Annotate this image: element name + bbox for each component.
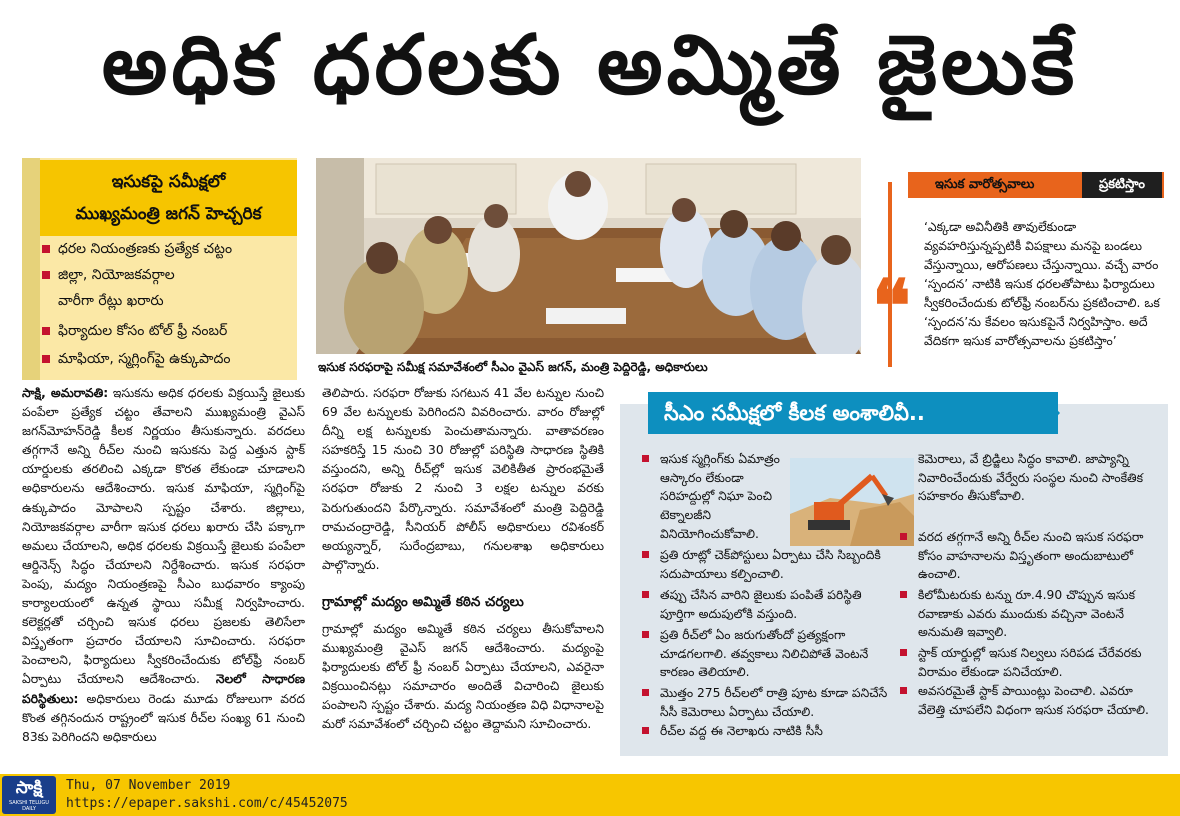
highlight-item: కిలోమీటరుకు టన్ను రూ.4.90 చొప్పున ఇసుక రవాణాకు ఎవరు ముందుకు వచ్చినా వెంటనే అనుమతి ఇవ్వాలి. — [918, 586, 1154, 642]
summary-bullet: మాఫియా, స్మగ్లింగ్‌పై ఉక్కుపాదం — [42, 346, 294, 372]
bullet-square-icon — [642, 631, 649, 638]
headline: అధిక ధరలకు అమ్మితే జైలుకే — [101, 17, 1079, 113]
photo-caption: ఇసుక సరఫరాపై సమీక్ష సమావేశంలో సీఎం వైఎస్ జగన్, మంత్రి పెద్దిరెడ్డి, అధికారులు — [318, 360, 708, 374]
highlight-item: తప్పు చేసిన వారిని జైలుకు పంపితే పరిస్థితి పూర్తిగా అదుపులోకి వస్తుంది. — [660, 586, 896, 623]
quote-mark-icon: ❝ — [872, 263, 911, 348]
article-column-2-continued: గ్రామాల్లో మద్యం అమ్మితే కఠిన చర్యలు తీసుకోవాలని ముఖ్యమంత్రి వైఎస్ జగన్ ఆదేశించారు. మద్యంపై ఫిర్యాదులకు టోల్ ఫ్రీ నంబర్ ఏర్పాటు చేయాలని, ఎవరైనా విక్రయించినట్లు సమాచారం అందితే విచారించి జైలుకు పంపాలని స్పష్టం చేశారు. మద్య నియంత్రణ విధి విధానాలపై మరో సమావేశంలో చర్చించి చట్టం తెద్దామని సూచించారు. — [322, 622, 604, 732]
quote-text: ‘ఎక్కడా అవినీతికి తావులేకుండా వ్యవహరిస్తున్నప్పటికీ విపక్షాలు మనపై బండలు వేస్తున్నాయి, ఆరోపణలు చేస్తున్నాయి. వచ్చే వారం ‘స్పందన’ నాటికి ఇసుక ధరలతోపాటు ఫిర్యాదులు స్వీకరించేందుకు టోల్‌ఫ్రీ నంబర్‌ను ప్రకటించాలి. ఒక ‘స్పందన’ను కేవలం ఇసుకపైనే నిర్వహిస్తాం. అదే వేదికగా ఇసుక వారోత్సవాలను ప్రకటిస్తాం’ — [924, 220, 1160, 348]
summary-bullet: ఫిర్యాదుల కోసం టోల్ ఫ్రీ నంబర్ — [42, 318, 294, 344]
quote-tab-highlight: ప్రకటిస్తాం — [1082, 172, 1162, 198]
subheading: గ్రామాల్లో మద్యం అమ్మితే కఠిన చర్యలు — [322, 594, 524, 610]
logo-subtitle: SAKSHI TELUGU DAILY — [9, 800, 49, 812]
bullet-square-icon — [42, 245, 50, 253]
highlight-item: మొత్తం 275 రీచ్‌లలో రాత్రి పూట కూడా పనిచేసే సీసీ కెమెరాలు ఏర్పాటు చేయాలి. — [660, 684, 896, 721]
bullet-square-icon — [900, 649, 907, 656]
highlight-item: ప్రతి రూట్లో చెక్‌పోస్టులు ఏర్పాటు చేసి సిబ్బందికి సదుపాయాలు కల్పించాలి. — [660, 546, 896, 583]
section-label: నెలలో సాధారణ పరిస్థితులు: — [22, 672, 305, 706]
summary-box-title — [40, 160, 297, 236]
highlight-item: వరద తగ్గగానే అన్ని రీచ్‌ల నుంచి ఇసుక సరఫరా కోసం వాహనాలను విస్తృతంగా అందుబాటులో ఉంచాలి. — [918, 528, 1154, 584]
summary-bullet: జిల్లా, నియోజకవర్గాల — [42, 262, 294, 288]
bullet-square-icon — [42, 271, 50, 279]
article-text: అధికారులు రెండు మూడు రోజులుగా వరద కొంత తగ్గినందున రాష్ట్రంలో ఇసుక రీచ్‌ల సంఖ్య 61 నుంచి 83కు పెరిగిందని అధికారులు — [22, 691, 305, 744]
bullet-square-icon — [900, 591, 907, 598]
bullet-square-icon — [900, 533, 907, 540]
summary-title-line2: ముఖ్యమంత్రి జగన్ హెచ్చరిక — [75, 204, 262, 224]
summary-box-strip — [22, 158, 40, 380]
article-column-1 — [22, 384, 305, 747]
excavator-image — [790, 458, 914, 546]
bullet-square-icon — [642, 551, 649, 558]
summary-bullet-continued: వారీగా రేట్లు ఖరారు — [58, 293, 164, 309]
bullet-square-icon — [642, 727, 649, 734]
bullet-square-icon — [42, 327, 50, 335]
highlight-item: ప్రతి రీచ్‌లో ఏం జరుగుతోందో ప్రత్యక్షంగా చూడగలగాలి. తవ్వకాలు నిలిచిపోతే వెంటనే కారణం తెలియాలి. — [660, 626, 896, 682]
bullet-square-icon — [642, 591, 649, 598]
highlight-item: ఇసుక స్మగ్లింగ్‌కు ఏమాత్రం ఆస్కారం లేకుండా సరిహద్దుల్లో నిఘా పెంచి టెక్నాలజీని వినియోగించుకోవాలి. — [660, 450, 785, 544]
bullet-square-icon — [42, 355, 50, 363]
highlights-title: సీఎం సమీక్షలో కీలక అంశాలివీ.. — [648, 392, 1058, 434]
article-column-2: తెలిపారు. సరఫరా రోజుకు సగటున 41 వేల టన్నుల నుంచి 69 వేల టన్నులకు పెరిగిందని వివరించారు. వారం రోజుల్లో దీన్ని లక్ష టన్నులకు పెంచుతామన్నారు. వాతావరణం సహకరిస్తే 15 నుంచి 30 రోజుల్లో పరిస్థితి సాధారణ స్థితికి వస్తుందని, అన్ని రీచ్‌ల్లో ఇసుక వెలికితీత ప్రారంభమైతే సరఫరా రోజుకు 2 నుంచి 3 లక్షల టన్నుల వరకు పెరుగుతుందని పేర్కొన్నారు. సమావేశంలో మంత్రి పెద్దిరెడ్డి రామచంద్రారెడ్డి, సీనియర్ పోలీస్ అధికారులు రవిశంకర్ అయ్యన్నార్, సురేంద్రబాబు, గనులశాఖ అధికారులు పాల్గొన్నారు. — [322, 386, 604, 572]
dateline: సాక్షి, అమరావతి: — [22, 386, 109, 400]
quote-tab-text: ఇసుక వారోత్సవాలు — [935, 177, 1035, 192]
highlight-item: అవసరమైతే స్టాక్ పాయింట్లు పెంచాలి. ఎవరూ వేలెత్తి చూపలేని విధంగా ఇసుక సరఫరా చేయాలి. — [918, 682, 1154, 719]
highlight-item: రీచ్‌ల వద్ద ఈ నెలాఖరు నాటికి సీసీ — [660, 722, 896, 741]
bullet-square-icon — [900, 687, 907, 694]
edition-date: Thu, 07 November 2019 — [66, 778, 231, 793]
bullet-square-icon — [642, 455, 649, 462]
sakshi-logo: సాక్షి — [2, 776, 56, 814]
meeting-photo — [316, 158, 861, 354]
article-text: ఇసుకను అధిక ధరలకు విక్రయిస్తే జైలుకు పంపేలా ప్రత్యేక చట్టం తేవాలని ముఖ్యమంత్రి వైఎస్ జగన్‌మోహన్‌రెడ్డి కీలక నిర్ణయం తీసుకున్నారు. వరదలు తగ్గగానే అన్ని రీచ్‌ల నుంచి ఇసుకను పెద్ద ఎత్తున స్టాక్ యార్డులకు తరలించి ఎక్కడా కొరత లేకుండా చూడాలని అధికారులను ఆదేశించారు. ఇసుక మాఫియా, స్మగ్లింగ్‌పై ఉక్కుపాదం మోపాలని స్పష్టం చేశారు. జిల్లాలు, నియోజకవర్గాల వారీగా ఇసుక ధరలు ఖరారు చేసి పక్కాగా అమలు చేయాలని, అధిక ధరలకు విక్రయిస్తే జైలుకు పంపేలా ఆర్డినెన్స్ సిద్ధం చేయాలని నిర్దేశించారు. ఇసుక సరఫరా పెంపు, మద్యం నియంత్రణపై సీఎం బుధవారం క్యాంపు కార్యాలయంలో ఉన్నత స్థాయి సమీక్ష నిర్వహించారు. కలెక్టర్లతో చర్చించి ఇసుక ధరలు ప్రజలకు తెలిసేలా విస్తృతంగా ప్రచారం చేయాలని సూచించారు. సరఫరా పెంచాలని, ఫిర్యాదులు స్వీకరించేందుకు టోల్‌ఫ్రీ నంబర్ ఏర్పాటు చేయాలని ఆదేశించారు. — [22, 386, 305, 687]
highlight-item-continued: కెమెరాలు, వే బ్రిడ్జిలు సిద్ధం కావాలి. జాప్యాన్ని నివారించేందుకు వేర్వేరు సంస్థల నుంచి సాంకేతిక సహకారం తీసుకోవాలి. — [918, 452, 1144, 504]
summary-title-line1: ఇసుకపై సమీక్షలో — [111, 172, 226, 192]
summary-bullet: ధరల నియంత్రణకు ప్రత్యేక చట్టం — [42, 236, 294, 262]
edition-url[interactable]: https://epaper.sakshi.com/c/45452075 — [66, 796, 348, 811]
bullet-square-icon — [642, 689, 649, 696]
highlight-item: స్టాక్ యార్డుల్లో ఇసుక నిల్వలు సరిపడ చేరేవరకు విరామం లేకుండా పనిచేయాలి. — [918, 644, 1154, 681]
highlights-title-arrow — [1040, 392, 1060, 434]
